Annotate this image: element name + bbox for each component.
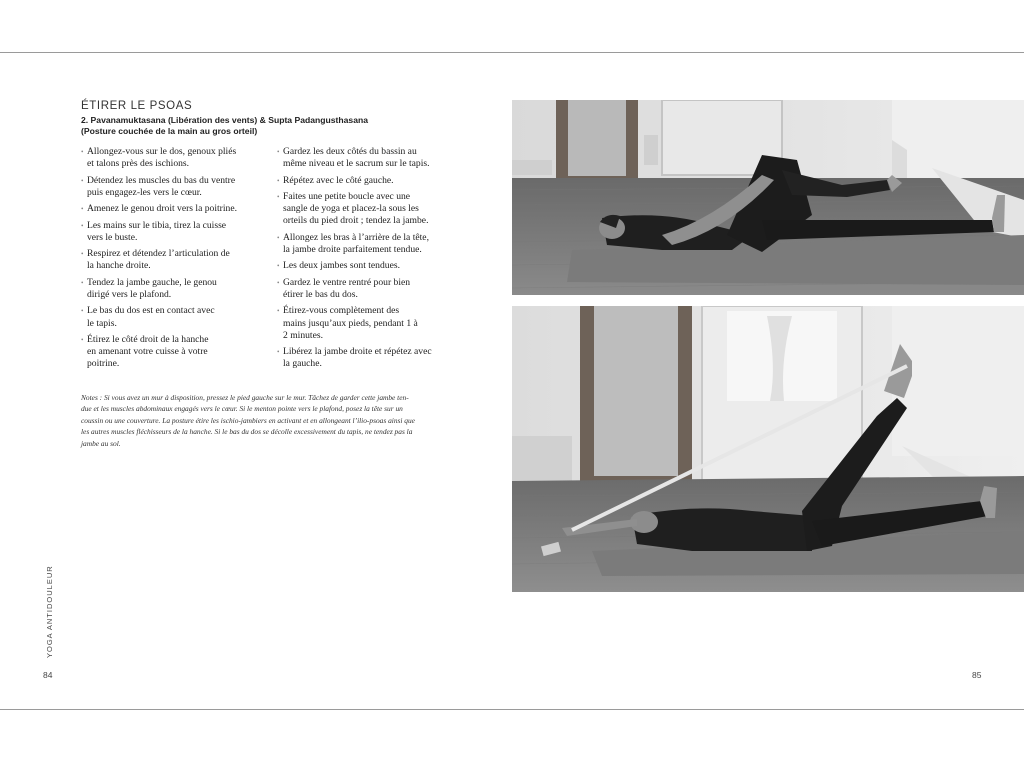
bullet-icon: • — [81, 176, 84, 185]
instruction-line: et talons près des ischions. — [87, 158, 190, 170]
instruction-line: Amenez le genou droit vers la poitrine. — [87, 203, 237, 215]
bottom-rule — [0, 709, 1024, 710]
instruction-item — [277, 146, 452, 170]
instruction-item — [277, 277, 452, 301]
instruction-item — [81, 334, 256, 371]
bullet-icon: • — [81, 250, 84, 259]
notes-line: les autres muscles fléchisseurs de la hanche. Si le bas du dos se décolle excessivement du tapis, ne tendez pas la — [81, 427, 413, 437]
instruction-line: Libérez la jambe droite et répétez avec — [283, 346, 432, 358]
bullet-icon: • — [81, 307, 84, 316]
instruction-line: poitrine. — [87, 358, 120, 370]
notes-line: Notes : Si vous avez un mur à disposition, pressez le pied gauche sur le mur. Tâchez de garder cette jambe ten- — [81, 393, 409, 402]
top-rule — [0, 52, 1024, 53]
instructions-right-column — [277, 146, 452, 375]
instruction-line: mains jusqu’aux pieds, pendant 1 à — [283, 317, 418, 329]
instruction-line: la jambe droite parfaitement tendue. — [283, 243, 422, 255]
bullet-icon: • — [81, 205, 84, 214]
bullet-icon: • — [277, 278, 280, 287]
page-number-left: 84 — [43, 670, 53, 680]
instruction-item — [81, 203, 256, 215]
instruction-line: puis engagez-les vers le cœur. — [87, 186, 202, 198]
instruction-line: orteils du pied droit ; tendez la jambe. — [283, 215, 429, 227]
instruction-item — [277, 260, 452, 272]
bullet-icon: • — [277, 262, 280, 271]
instruction-line: en amenant votre cuisse à votre — [87, 346, 208, 358]
instruction-item — [277, 305, 452, 342]
bullet-icon: • — [277, 148, 280, 156]
instruction-item — [277, 175, 452, 187]
photo-hand-to-big-toe — [512, 306, 1024, 592]
instructions-left-column — [81, 146, 256, 375]
instruction-line: Allongez-vous sur le dos, genoux pliés — [87, 146, 237, 157]
instruction-line: sangle de yoga et placez-la sous les — [283, 203, 419, 215]
pose-title-line-1: 2. Pavanamuktasana (Libération des vents) & Supta Padangusthasana — [81, 115, 369, 125]
instruction-line: la gauche. — [283, 358, 322, 370]
instruction-item — [81, 305, 256, 329]
instruction-line: Allongez les bras à l’arrière de la tête, — [283, 231, 429, 243]
notes — [81, 392, 451, 449]
pose-title — [81, 115, 481, 136]
instruction-line: Détendez les muscles du bas du ventre — [87, 174, 236, 186]
section-title: ÉTIRER LE PSOAS — [81, 100, 193, 112]
instruction-line: Les deux jambes sont tendues. — [283, 260, 400, 272]
instruction-line: dirigé vers le plafond. — [87, 288, 172, 300]
instruction-line: Gardez le ventre rentré pour bien — [283, 276, 411, 288]
pose-title-line-2: (Posture couchée de la main au gros orteil) — [81, 125, 258, 136]
page-number-right: 85 — [972, 670, 982, 680]
bullet-icon: • — [277, 192, 280, 201]
bullet-icon: • — [81, 335, 84, 344]
bullet-icon: • — [277, 233, 280, 242]
instruction-item — [81, 277, 256, 301]
instruction-line: Respirez et détendez l’articulation de — [87, 248, 230, 260]
photo-knee-to-chest — [512, 100, 1024, 295]
instruction-line: Tendez la jambe gauche, le genou — [87, 276, 217, 288]
notes-line: coussin ou une couverture. La posture étire les ischio-jambiers en activant et en allongeant l’ilio-psoas ainsi que — [81, 415, 415, 425]
bullet-icon: • — [81, 221, 84, 230]
notes-line: jambe au sol. — [81, 438, 121, 448]
bullet-icon: • — [277, 307, 280, 316]
notes-line: due et les muscles abdominaux engagés vers le cœur. Si le menton pointe vers le plafond, posez la tête sur un — [81, 404, 403, 414]
instruction-line: Faites une petite boucle avec une — [283, 190, 411, 202]
bullet-icon: • — [277, 176, 280, 185]
instruction-line: Gardez les deux côtés du bassin au — [283, 146, 417, 157]
instruction-line: Étirez-vous complètement des — [283, 305, 400, 317]
instruction-item — [81, 220, 256, 244]
instruction-item — [277, 346, 452, 370]
instruction-item — [81, 175, 256, 199]
instruction-line: même niveau et le sacrum sur le tapis. — [283, 158, 430, 170]
instruction-item — [277, 191, 452, 228]
instruction-line: vers le buste. — [87, 231, 138, 243]
instruction-line: Les mains sur le tibia, tirez la cuisse — [87, 219, 227, 231]
instruction-line: étirer le bas du dos. — [283, 288, 358, 300]
instruction-item — [81, 146, 256, 170]
instruction-line: Le bas du dos est en contact avec — [87, 305, 215, 317]
instruction-line: Répétez avec le côté gauche. — [283, 174, 394, 186]
bullet-icon: • — [277, 348, 280, 357]
bullet-icon: • — [81, 148, 84, 156]
instruction-line: Étirez le côté droit de la hanche — [87, 333, 209, 345]
instruction-item — [81, 248, 256, 272]
bullet-icon: • — [81, 278, 84, 287]
instruction-line: le tapis. — [87, 317, 117, 329]
instruction-line: 2 minutes. — [283, 329, 323, 341]
instruction-line: la hanche droite. — [87, 260, 151, 272]
instruction-item — [277, 232, 452, 256]
running-head: YOGA ANTIDOULEUR — [45, 565, 54, 658]
